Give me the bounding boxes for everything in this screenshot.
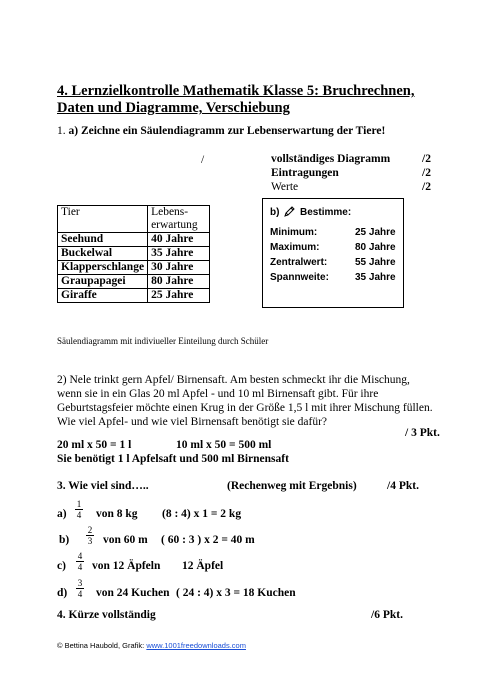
statistics-header [270, 206, 351, 220]
scoring-row [271, 166, 431, 180]
solution-line-1 [57, 438, 289, 452]
question-2-points: / 3 Pkt. [405, 427, 440, 439]
task-label: a) [57, 508, 67, 520]
question-3-heading [57, 480, 437, 492]
statistic-range [270, 272, 396, 283]
page-title [57, 83, 437, 117]
fraction [86, 525, 94, 546]
statistic-value: 25 Jahre [355, 227, 396, 238]
fraction-numerator: 3 [77, 578, 83, 588]
pencil-icon [284, 206, 295, 220]
scoring-label: Werte [271, 181, 299, 193]
fraction-numerator: 4 [77, 551, 83, 561]
question-4-heading [57, 609, 437, 621]
table-cell-animal: Seehund [58, 233, 148, 247]
statistics-box [262, 198, 404, 308]
header-life-line-1: Lebens- [151, 206, 189, 218]
table-cell-value: 30 Jahre [148, 261, 210, 275]
question-1-text: a) Zeichne ein Säulendiagramm zur Lebenserwartung der Tiere! [68, 125, 386, 137]
fraction-numerator: 1 [76, 499, 82, 509]
table-row [58, 261, 210, 275]
fraction-denominator: 4 [76, 510, 82, 520]
question-2-solution [57, 438, 289, 466]
fraction [76, 578, 84, 599]
task-label: b) [59, 534, 70, 546]
task-text: von 8 kg [96, 508, 138, 520]
question-4-title: 4. Kürze vollständig [57, 609, 156, 621]
table-cell-animal: Graupapagei [58, 275, 148, 289]
fraction [75, 499, 83, 520]
title-line-1: 4. Lernzielkontrolle Mathematik Klasse 5: Bruchrechnen, [57, 83, 415, 99]
statistic-minimum [270, 227, 396, 238]
scoring-points: /2 [422, 167, 431, 179]
task-text: von 12 Äpfeln [92, 560, 161, 572]
table-header-row [58, 206, 210, 233]
table-header-animal: Tier [58, 206, 148, 233]
table-row [58, 233, 210, 247]
statistic-label: Minimum: [270, 227, 318, 238]
table-row [58, 247, 210, 261]
statistic-label: Maximum: [270, 242, 320, 253]
task-text: von 24 Kuchen [96, 587, 170, 599]
statistics-prefix: b) [270, 207, 280, 218]
scoring-points: /2 [422, 153, 431, 165]
task-calculation: 12 Äpfel [182, 560, 224, 572]
solution-answer: Sie benötigt 1 l Apfelsaft und 500 ml Birnensaft [57, 453, 289, 465]
table-cell-value: 40 Jahre [148, 233, 210, 247]
scoring-label: vollständiges Diagramm [271, 153, 391, 165]
statistic-label: Spannweite: [270, 272, 329, 283]
header-life-line-2: erwartung [151, 219, 198, 231]
fraction [76, 551, 84, 572]
task-calculation: ( 60 : 3 ) x 2 = 40 m [161, 534, 255, 546]
question-4-points: /6 Pkt. [371, 609, 403, 621]
table-row [58, 275, 210, 289]
statistic-value: 55 Jahre [355, 257, 396, 268]
fraction-denominator: 3 [87, 536, 93, 546]
statistic-median [270, 257, 396, 268]
question-3-method: (Rechenweg mit Ergebnis) [227, 480, 357, 492]
footer-link[interactable]: www.1001freedownloads.com [146, 641, 246, 650]
table-cell-animal: Klapperschlange [58, 261, 148, 275]
fraction-denominator: 4 [77, 589, 83, 599]
fraction-denominator: 4 [77, 562, 83, 572]
statistic-value: 35 Jahre [355, 272, 396, 283]
table-row [58, 289, 210, 303]
task-calculation: ( 24 : 4) x 3 = 18 Kuchen [176, 587, 296, 599]
table-cell-animal: Buckelwal [58, 247, 148, 261]
footer-credit-text: © Bettina Haubold, Grafik: [57, 641, 147, 650]
table-cell-animal: Giraffe [58, 289, 148, 303]
question-2-text: 2) Nele trinkt gern Apfel/ Birnensaft. Am besten schmeckt ihr die Mischung, wenn sie in ein Glas 20 ml Apfel - und 10 ml Birnensaft gibt. Für ihre Geburtstagsfeier möchte einen Krug in der Größe 1,5 l mit ihrer Mischung füllen. Wie viel Apfel- und wie viel Birnensaft benötigt sie dafür? [57, 374, 433, 428]
diagram-note: Säulendiagramm mit indiviueller Einteilung durch Schüler [57, 336, 269, 346]
table-header-life-expectancy [148, 206, 210, 233]
statistic-label: Zentralwert: [270, 257, 328, 268]
question-3-title: 3. Wie viel sind….. [57, 480, 149, 492]
solution-calc-left: 20 ml x 50 = 1 l [57, 439, 132, 451]
question-1-heading [57, 125, 385, 137]
title-line-2: Daten und Diagramme, Verschiebung [57, 100, 290, 116]
question-1-scoring [271, 152, 431, 194]
footer-credit [57, 641, 246, 650]
scoring-row [271, 152, 431, 166]
table-cell-value: 25 Jahre [148, 289, 210, 303]
table-cell-value: 80 Jahre [148, 275, 210, 289]
task-text: von 60 m [103, 534, 148, 546]
question-1-slash: / [201, 154, 205, 166]
statistic-value: 80 Jahre [355, 242, 396, 253]
task-calculation: (8 : 4) x 1 = 2 kg [162, 508, 242, 520]
task-label: c) [57, 560, 66, 572]
question-1-number: 1. [57, 125, 66, 137]
life-expectancy-table [57, 205, 210, 303]
solution-calc-right: 10 ml x 50 = 500 ml [176, 439, 272, 451]
table-cell-value: 35 Jahre [148, 247, 210, 261]
scoring-label: Eintragungen [271, 167, 339, 179]
fraction-numerator: 2 [87, 525, 93, 535]
question-3-points: /4 Pkt. [387, 480, 419, 492]
scoring-row [271, 180, 431, 194]
task-label: d) [57, 587, 68, 599]
scoring-points: /2 [422, 181, 431, 193]
statistic-maximum [270, 242, 396, 253]
statistics-title: Bestimme: [300, 207, 352, 218]
